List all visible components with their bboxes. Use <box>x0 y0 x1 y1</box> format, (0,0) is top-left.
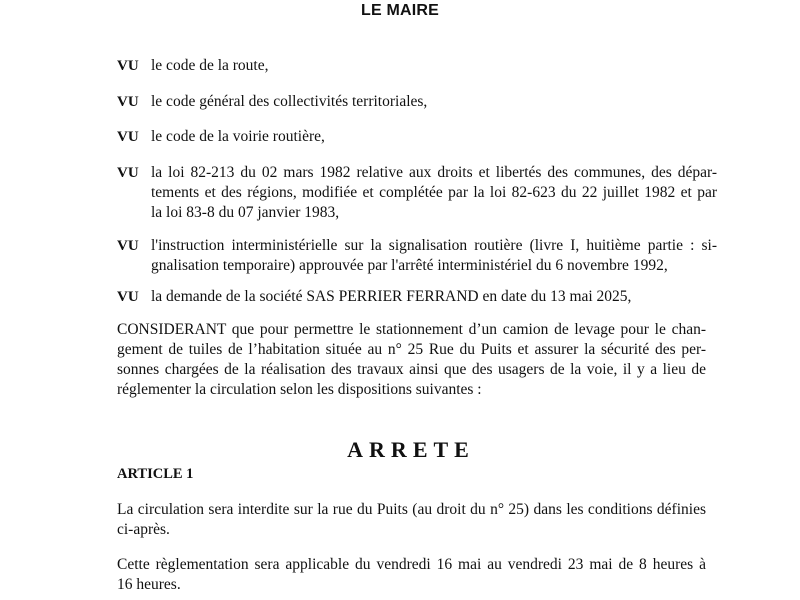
considerant-line: sonnes chargées de la réalisation des travaux ainsi que des usagers de la voie, il y a lieu de <box>117 361 706 378</box>
vu-label: VU <box>117 58 139 74</box>
vu-item <box>117 127 717 147</box>
paragraph-line: La circulation sera interdite sur la rue du Puits (au droit du n° 25) dans les conditions définies <box>117 501 706 518</box>
vu-text-line: gnalisation temporaire) approuvée par l'arrêté interministériel du 6 novembre 1992, <box>151 257 668 274</box>
vu-text-line: la loi 82-213 du 02 mars 1982 relative aux droits et libertés des communes, des dépar- <box>151 164 717 181</box>
paragraph-line: Cette règlementation sera applicable du vendredi 16 mai au vendredi 23 mai de 8 heures à <box>117 556 706 573</box>
vu-text-line: l'instruction interministérielle sur la signalisation routière (livre I, huitième partie : si- <box>151 237 717 254</box>
vu-label: VU <box>117 165 139 181</box>
vu-item <box>117 236 717 276</box>
vu-text <box>151 163 717 223</box>
paragraph-line: ci-après. <box>117 521 170 538</box>
vu-item <box>117 56 717 76</box>
vu-text: le code de la voirie routière, <box>151 128 325 145</box>
vu-label: VU <box>117 289 139 305</box>
document-heading: LE MAIRE <box>360 2 440 19</box>
considerant-paragraph <box>117 320 706 400</box>
article-1-paragraph-1 <box>117 500 706 540</box>
vu-text: le code de la route, <box>151 57 269 74</box>
considerant-line: gement de tuiles de l’habitation située au n° 25 Rue du Puits et assurer la sécurité des per- <box>117 341 706 358</box>
vu-text: la demande de la société SAS PERRIER FERRAND en date du 13 mai 2025, <box>151 288 632 305</box>
vu-text-line: tements et des régions, modifiée et complétée par la loi 82-623 du 22 juillet 1982 et par <box>151 184 717 201</box>
vu-label: VU <box>117 129 139 145</box>
considerant-line: CONSIDERANT que pour permettre le stationnement d’un camion de levage pour le chan- <box>117 321 706 338</box>
article-1-title: ARTICLE 1 <box>117 466 194 482</box>
paragraph-line: 16 heures. <box>117 576 181 593</box>
considerant-line: réglementer la circulation selon les dispositions suivantes : <box>117 381 482 398</box>
article-1-paragraph-2 <box>117 555 706 595</box>
vu-label: VU <box>117 238 139 254</box>
vu-item <box>117 92 717 112</box>
vu-item <box>117 287 717 307</box>
vu-item <box>117 163 717 223</box>
vu-text-line: la loi 83-8 du 07 janvier 1983, <box>151 204 340 221</box>
vu-label: VU <box>117 94 139 110</box>
vu-text: le code général des collectivités territoriales, <box>151 93 428 110</box>
vu-text <box>151 236 717 276</box>
arrete-title: ARRETE <box>347 437 475 462</box>
